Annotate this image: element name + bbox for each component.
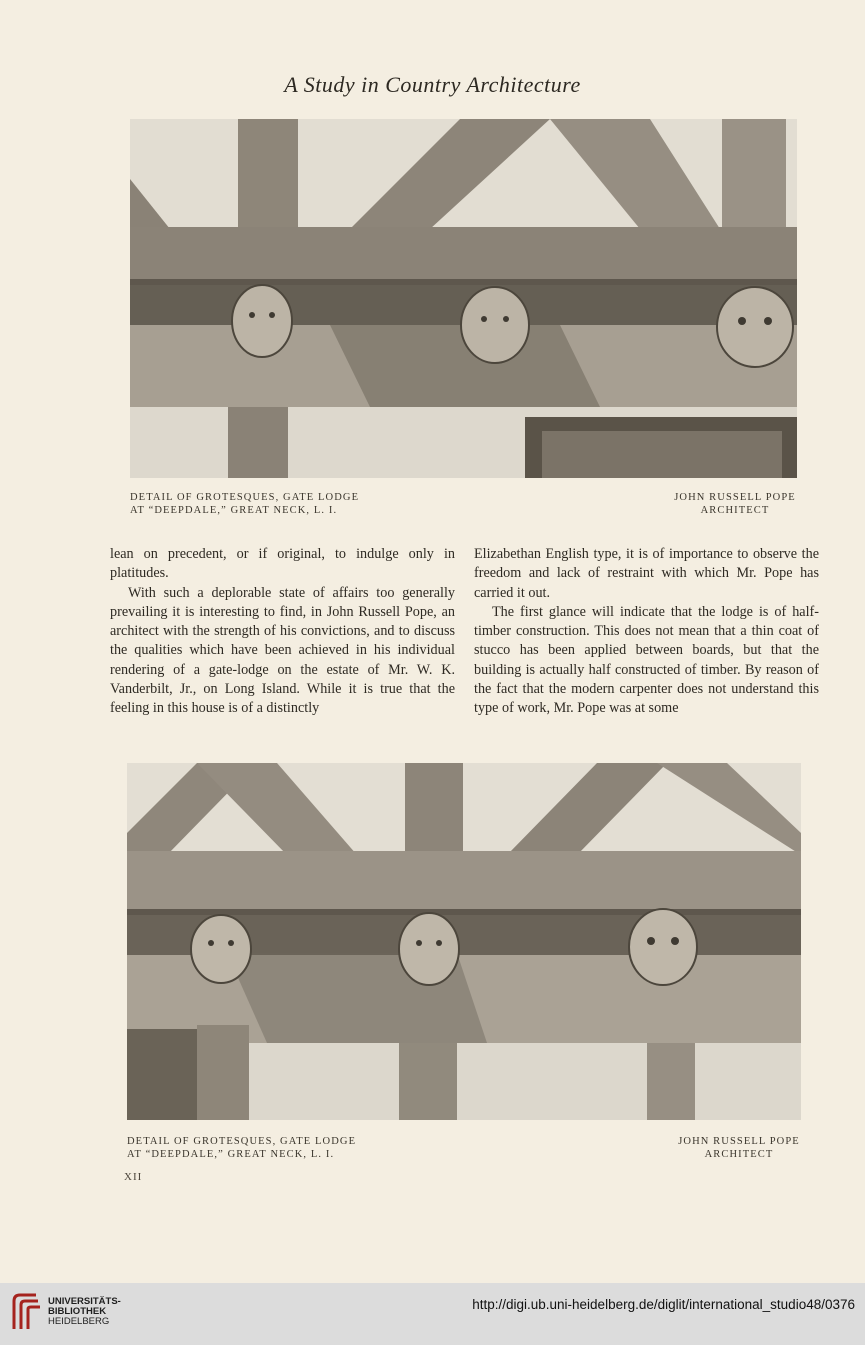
figure-2-caption-left xyxy=(127,1135,356,1161)
page-number: XII xyxy=(124,1171,143,1183)
grotesques-photo-1 xyxy=(130,119,797,478)
figure-1-photo xyxy=(130,119,797,478)
credit-line: JOHN RUSSELL POPE xyxy=(678,1136,800,1147)
figure-1-caption-left xyxy=(130,491,359,517)
grotesques-photo-2 xyxy=(127,763,801,1120)
running-head: A Study in Country Architecture xyxy=(284,72,581,97)
caption-line: AT “DEEPDALE,” GREAT NECK, L. I. xyxy=(130,505,338,516)
credit-line: ARCHITECT xyxy=(700,505,770,516)
credit-line: ARCHITECT xyxy=(704,1149,774,1160)
figure-2-photo xyxy=(127,763,801,1120)
figure-2-caption-right xyxy=(672,1135,806,1161)
caption-line: DETAIL OF GROTESQUES, GATE LODGE xyxy=(130,492,360,503)
paragraph: With such a deplorable state of affairs too generally prevailing it is interesting to find, in John Russell Pope, an architect with the strength of his convictions, and to discuss the qualities which have been achieved in his individual rendering of a gate-lodge on the estate of Mr. W. K. Vanderbilt, Jr., on Long Island. While it is true that the feeling in this house is of a distinctly xyxy=(110,584,455,717)
credit-line: JOHN RUSSELL POPE xyxy=(674,492,796,503)
source-url-link[interactable]: http://digi.ub.uni-heidelberg.de/diglit/international_studio48/0376 xyxy=(472,1297,855,1312)
university-library-logo-icon[interactable] xyxy=(10,1291,42,1331)
caption-line: AT “DEEPDALE,” GREAT NECK, L. I. xyxy=(127,1149,335,1160)
library-name-line: UNIVERSITÄTS- xyxy=(48,1296,121,1307)
paragraph: lean on precedent, or if original, to indulge only in platitudes. xyxy=(110,546,455,582)
library-name[interactable] xyxy=(48,1297,121,1327)
library-name-line: HEIDELBERG xyxy=(48,1316,110,1327)
caption-line: DETAIL OF GROTESQUES, GATE LODGE xyxy=(127,1136,357,1147)
library-footer xyxy=(0,1283,865,1345)
figure-1-caption-right xyxy=(668,491,802,517)
library-name-line: BIBLIOTHEK xyxy=(48,1306,107,1317)
paragraph: Elizabethan English type, it is of importance to observe the freedom and lack of restraint with which Mr. Pope has carried it out. xyxy=(474,546,819,601)
text-column-left xyxy=(110,545,455,719)
text-column-right xyxy=(474,545,819,719)
paragraph: The first glance will indicate that the lodge is of half-timber construction. This does not mean that a thin coat of stucco has been applied between boards, but that the building is actually half constructed of timber. By reason of the fact that the modern carpenter does not understand this type of work, Mr. Pope was at some xyxy=(474,603,819,717)
